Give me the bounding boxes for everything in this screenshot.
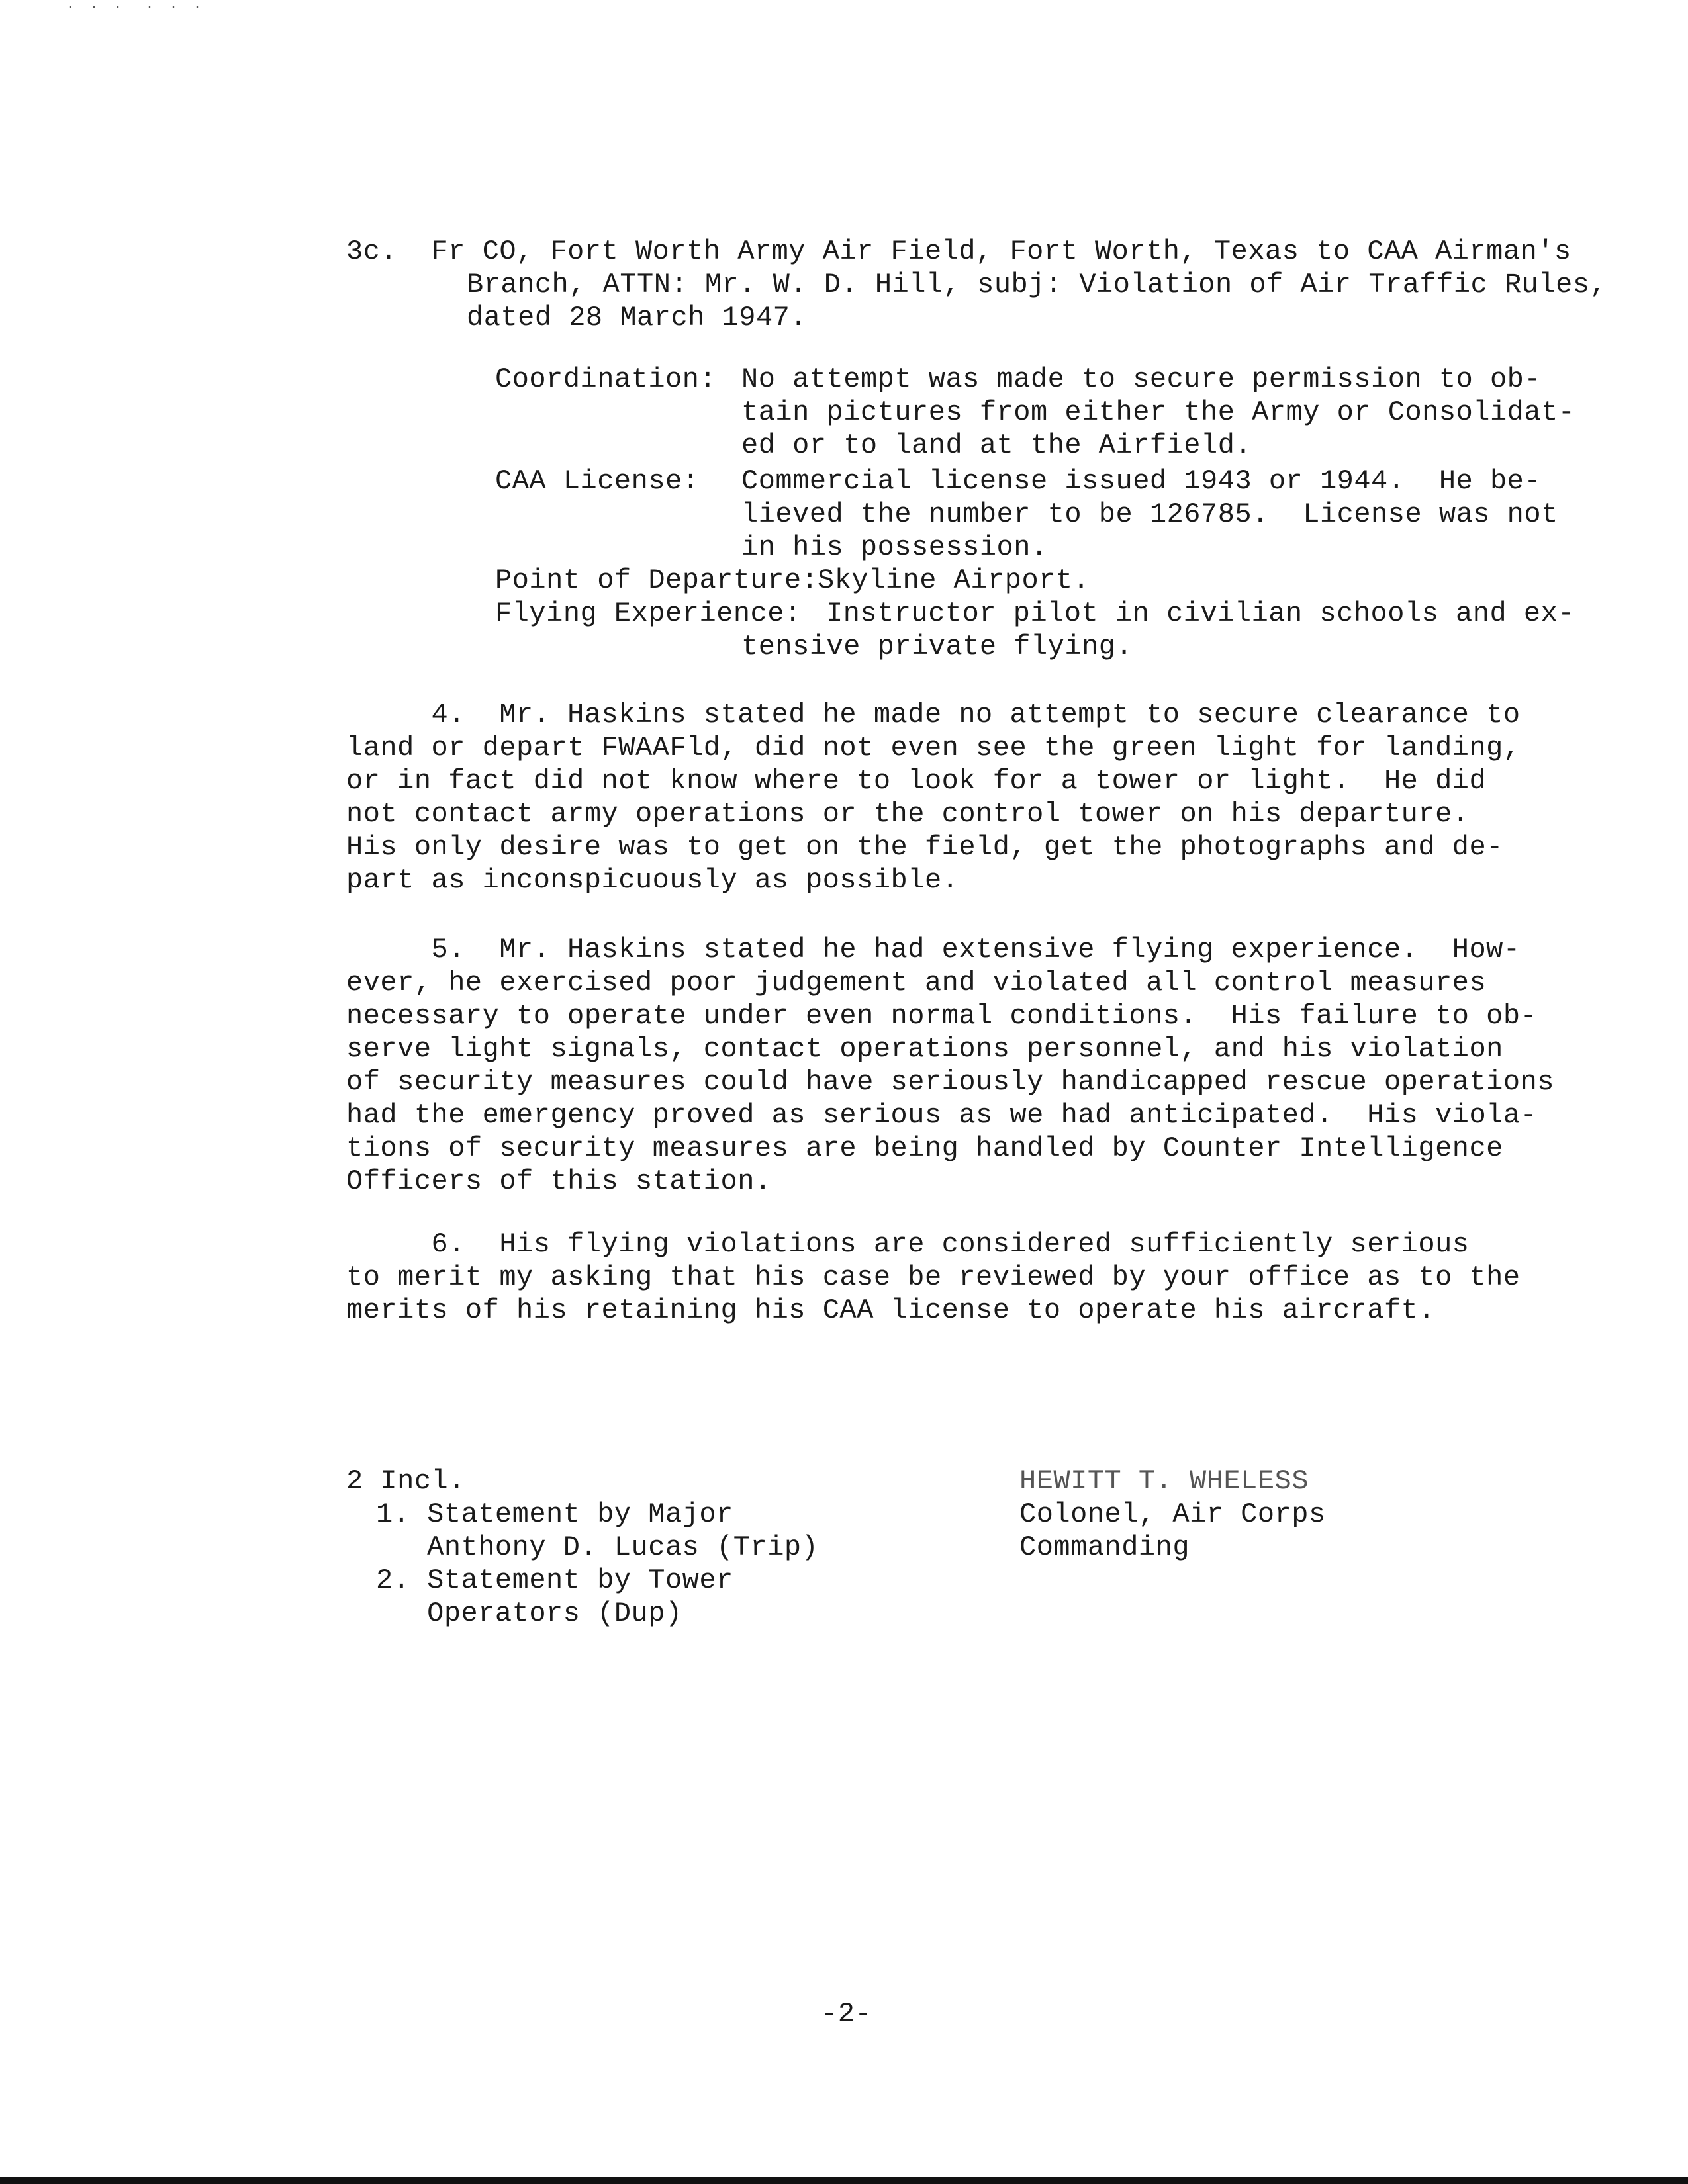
detail-text-point-of-departure: Skyline Airport. xyxy=(818,565,1090,596)
paragraph-5-line-7: tions of security measures are being handled by Counter Intelligence xyxy=(346,1132,1503,1164)
detail-text-coordination-2: tain pictures from either the Army or Consolidat- xyxy=(741,396,1575,428)
signature-name: HEWITT T. WHELESS xyxy=(1019,1465,1309,1497)
paragraph-4-line-5: His only desire was to get on the field, get the photographs and de- xyxy=(346,831,1503,863)
detail-label-point-of-departure: Point of Departure: xyxy=(495,565,819,596)
inclosure-line-2: Anthony D. Lucas (Trip) xyxy=(376,1531,819,1563)
inclosure-line-1: 1. Statement by Major xyxy=(376,1498,733,1530)
paragraph-6-line-3: merits of his retaining his CAA license to operate his aircraft. xyxy=(346,1295,1436,1326)
paragraph-6-line-2: to merit my asking that his case be reviewed by your office as to the xyxy=(346,1261,1521,1293)
detail-text-caa-license-2: lieved the number to be 126785. License was not xyxy=(741,498,1558,530)
item-3c-line-1: 3c. Fr CO, Fort Worth Army Air Field, Fort Worth, Texas to CAA Airman's xyxy=(346,236,1571,267)
page-number: -2- xyxy=(821,1998,872,2030)
detail-label-flying-experience: Flying Experience: xyxy=(495,598,802,629)
detail-text-flying-experience-1: Instructor pilot in civilian schools and ex- xyxy=(826,598,1575,629)
item-3c-line-3: dated 28 March 1947. xyxy=(467,302,808,334)
inclosures-heading: 2 Incl. xyxy=(346,1465,465,1497)
paragraph-4-line-3: or in fact did not know where to look for a tower or light. He did xyxy=(346,765,1487,797)
inclosure-line-3: 2. Statement by Tower xyxy=(376,1565,733,1596)
paragraph-5-line-1: 5. Mr. Haskins stated he had extensive flying experience. How- xyxy=(346,934,1521,966)
detail-text-caa-license-3: in his possession. xyxy=(741,531,1048,563)
paragraph-4-line-1: 4. Mr. Haskins stated he made no attempt to secure clearance to xyxy=(346,699,1521,731)
detail-text-coordination-1: No attempt was made to secure permission to ob- xyxy=(741,363,1542,395)
scan-specks: · · · · · · xyxy=(66,0,202,15)
inclosure-line-4: Operators (Dup) xyxy=(376,1598,682,1629)
paragraph-5-line-3: necessary to operate under even normal conditions. His failure to ob- xyxy=(346,1000,1538,1032)
signature-title: Commanding xyxy=(1019,1531,1190,1563)
detail-label-caa-license: CAA License: xyxy=(495,465,700,497)
paragraph-5-line-2: ever, he exercised poor judgement and violated all control measures xyxy=(346,967,1487,999)
item-3c-line-2: Branch, ATTN: Mr. W. D. Hill, subj: Violation of Air Traffic Rules, xyxy=(467,269,1607,300)
paragraph-4-line-2: land or depart FWAAFld, did not even see the green light for landing, xyxy=(346,732,1521,764)
detail-text-caa-license-1: Commercial license issued 1943 or 1944. He be- xyxy=(741,465,1542,497)
paragraph-5-line-4: serve light signals, contact operations personnel, and his violation xyxy=(346,1033,1503,1065)
detail-label-coordination: Coordination: xyxy=(495,363,717,395)
signature-rank: Colonel, Air Corps xyxy=(1019,1498,1326,1530)
paragraph-5-line-6: had the emergency proved as serious as we had anticipated. His viola- xyxy=(346,1099,1538,1131)
paragraph-4-line-6: part as inconspicuously as possible. xyxy=(346,864,959,896)
paragraph-5-line-5: of security measures could have seriously handicapped rescue operations xyxy=(346,1066,1554,1098)
scan-edge xyxy=(0,2177,1688,2184)
paragraph-4-line-4: not contact army operations or the control tower on his departure. xyxy=(346,798,1470,830)
detail-text-coordination-3: ed or to land at the Airfield. xyxy=(741,430,1252,461)
paragraph-5-line-8: Officers of this station. xyxy=(346,1165,772,1197)
paragraph-6-line-1: 6. His flying violations are considered sufficiently serious xyxy=(346,1228,1470,1260)
detail-text-flying-experience-2: tensive private flying. xyxy=(741,631,1133,662)
